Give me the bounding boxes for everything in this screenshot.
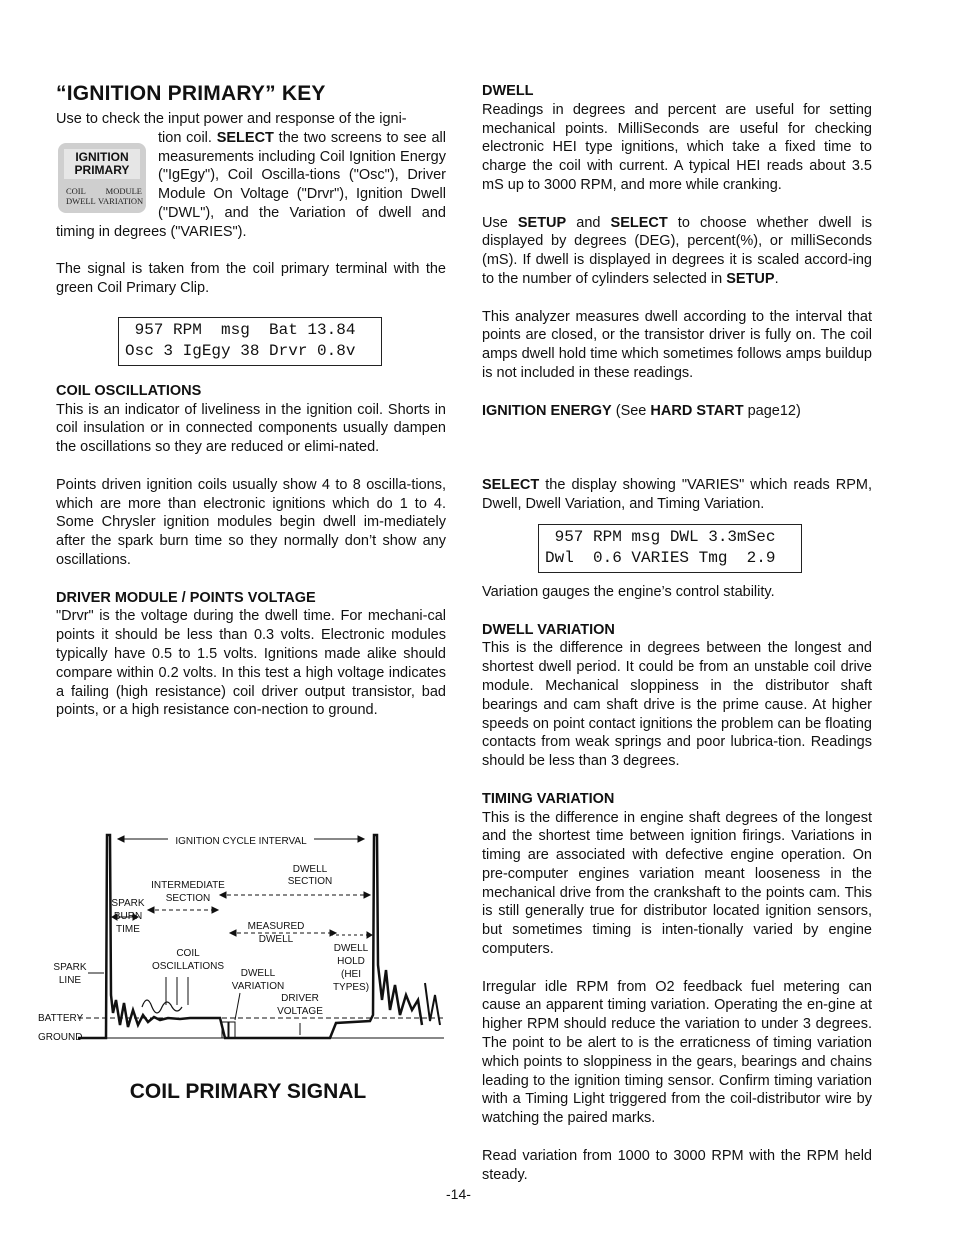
dwell-variation-heading: DWELL VARIATION — [482, 621, 615, 638]
cycle-label: IGNITION CYCLE INTERVAL — [175, 836, 307, 847]
svg-text:BURN: BURN — [113, 911, 143, 922]
svg-text:VARIATION: VARIATION — [231, 981, 285, 992]
svg-text:VOLTAGE: VOLTAGE — [277, 1006, 323, 1017]
lcd-display-2: 957 RPM msg DWL 3.3mSec Dwl 0.6 VARIES Tmg 2.9 — [538, 524, 802, 573]
timing-variation-p3: Read variation from 1000 to 3000 RPM with the RPM held steady. — [482, 1147, 872, 1183]
svg-text:MEASURED: MEASURED — [247, 921, 305, 932]
svg-text:SECTION: SECTION — [165, 893, 211, 904]
key-label: IGNITION PRIMARY — [64, 149, 140, 179]
dwell-p2: Use SETUP and SELECT to choose whether dwell is displayed by degrees (DEG), percent(%), or milliSeconds (mS). If dwell is displayed in degrees it is scaled accord-ing to the number of cylinders selected in SETUP. — [482, 214, 873, 287]
timing-variation-p2: Irregular idle RPM from O2 feedback fuel metering can cause an apparent timing variation. Operating the en-gine at higher RPM should reduce the variation to under 3 degrees. The point to be alert to is the erraticness of timing variation which points to sloppiness in the gears, bearings and chains leading to the ignition timing sensor. Confirm timing variation with a Timing Light triggered from the coil-distributor wire by watching the paired marks. — [482, 978, 872, 1127]
ground-label: GROUND — [38, 1032, 83, 1043]
timing-variation-heading: TIMING VARIATION — [482, 790, 615, 807]
svg-text:DWELL: DWELL — [258, 934, 294, 945]
svg-text:TIME: TIME — [116, 924, 140, 935]
svg-text:DWELL: DWELL — [333, 943, 369, 954]
svg-text:INTERMEDIATE: INTERMEDIATE — [151, 880, 225, 891]
svg-text:SECTION: SECTION — [287, 876, 333, 887]
svg-text:SPARK: SPARK — [111, 898, 145, 909]
battery-label: BATTERY — [38, 1013, 84, 1024]
coil-primary-signal-diagram — [30, 825, 460, 1115]
svg-text:HOLD: HOLD — [337, 956, 365, 967]
lcd-display-1: 957 RPM msg Bat 13.84 Osc 3 IgEgy 38 Drvr 0.8v — [118, 317, 382, 366]
svg-text:COIL: COIL — [176, 948, 200, 959]
svg-text:DRIVER: DRIVER — [281, 993, 319, 1004]
variation-gauges-text: Variation gauges the engine’s control stability. — [482, 583, 775, 600]
ignition-primary-key-icon — [58, 143, 146, 213]
dwell-p3: This analyzer measures dwell according to the interval that points are closed, or the transistor driver is fully on. The coil amps dwell hold time which sometimes follows amps buildup is not included in these readings. — [482, 308, 872, 381]
svg-text:DWELL: DWELL — [292, 864, 328, 875]
key-sublabel-left: COIL DWELL — [66, 185, 96, 206]
right-column — [482, 82, 872, 1184]
svg-text:SPARK: SPARK — [53, 962, 87, 973]
page-number: -14- — [446, 1186, 471, 1202]
page-title: “IGNITION PRIMARY” KEY — [56, 82, 326, 105]
dwell-p1: Readings in degrees and percent are useful for setting mechanical points. MilliSeconds are useful for checking electronic HEI type ignitions, which take a fixed time to charge the coil with current. A typical HEI reads about 3.5 mS up to 3000 RPM, and more while cranking. — [482, 101, 872, 193]
coil-oscillations-heading: COIL OSCILLATIONS — [56, 382, 202, 399]
intro-line: Use to check the input power and response of the igni- — [56, 111, 407, 127]
intro-paragraph: tion coil. SELECT the two screens to see all measurements including Coil Ignition Energy ("IgEgy"), Coil Oscilla-tions ("Osc"), Driver Module On Voltage ("Drvr"), Ignition Dwell ("DWL"), and the Variation of dwell and timing in degrees ("VARIES"). — [56, 129, 446, 240]
select-varies-text: SELECT the display showing "VARIES" which reads RPM, Dwell, Dwell Variation, and Timing Variation. — [482, 477, 872, 513]
svg-text:LINE: LINE — [58, 975, 82, 986]
svg-text:DWELL: DWELL — [240, 968, 276, 979]
driver-module-p: "Drvr" is the voltage during the dwell time. For mechani-cal points it should be less than 0.3 volts. Electronic modules typically have 0.5 to 1.5 volts. Ignitions made alike should compare within 0.2 volts. In this test a high voltage indicates a failing (high resistance) coil driver output transistor, bad points, or a high resistance con-nection to ground. — [56, 608, 446, 719]
timing-variation-p1: This is the difference in engine shaft degrees of the longest and the shortest time between ignition firings. Variations in timing are associated with defective engine operation. On pre-computer engines variation meant looseness in the mechanical drive from the crankshaft to the points cam. This is still generally true for distributor located ignition sensors, but sometimes timing is inten-tionally varied by engine computers. — [482, 809, 872, 958]
key-sublabel-right: MODULE VARIATION — [98, 185, 144, 206]
signal-source-text: The signal is taken from the coil primary terminal with the green Coil Primary Clip. — [56, 261, 446, 297]
svg-text:TYPES): TYPES) — [332, 982, 370, 993]
coil-oscillations-p1: This is an indicator of liveliness in the ignition coil. Shorts in coil insulation or in connected components usually dampen the oscillations so they are reduced or elimi-nated. — [56, 401, 446, 456]
svg-text:(HEI: (HEI — [341, 969, 361, 980]
coil-oscillations-p2: Points driven ignition coils usually show 4 to 8 oscilla-tions, which are more than electronic ignitions which do 1 to 4. Some Chrysler ignition modules begin dwell im-mediately after the spark burn time so they normally don’t show any oscillations. — [56, 476, 446, 568]
diagram-caption: COIL PRIMARY SIGNAL — [129, 1080, 367, 1103]
dwell-variation-p: This is the difference in degrees between the longest and shortest dwell period. It could be from an unstable coil drive module. Mechanical sloppiness in the distributor shaft bearings and cam shaft drive is the prime cause. At higher speeds on point contact ignitions the problem can be floating contacts from weak springs and poor lubrica-tion. Readings should be less than 3 degrees. — [482, 640, 872, 770]
svg-text:OSCILLATIONS: OSCILLATIONS — [151, 961, 225, 972]
dwell-heading: DWELL — [482, 83, 534, 99]
ignition-energy-line: IGNITION ENERGY (See HARD START page12) — [482, 402, 801, 419]
left-column — [56, 82, 446, 720]
driver-module-heading: DRIVER MODULE / POINTS VOLTAGE — [56, 589, 316, 606]
